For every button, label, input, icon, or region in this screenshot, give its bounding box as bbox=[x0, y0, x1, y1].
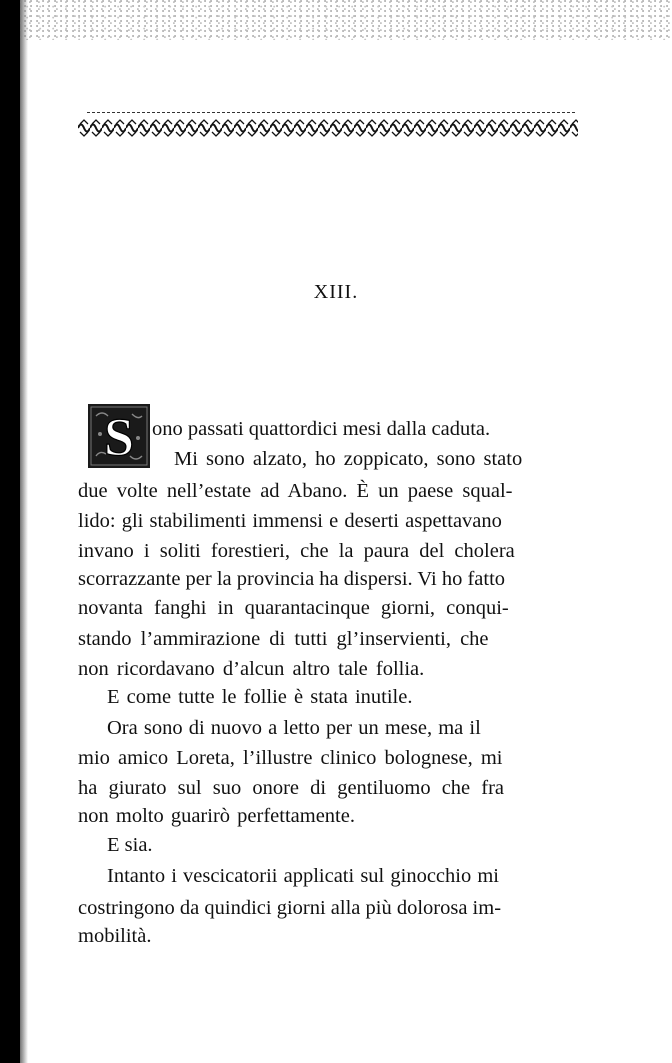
text-line: costringono da quindici giorni alla più dolorosa im- bbox=[78, 897, 502, 919]
text-line: ono passati quattordici mesi dalla caduta. bbox=[152, 418, 491, 440]
text-line: due volte nell’estate ad Abano. È un paese squal- bbox=[78, 480, 513, 502]
text-line: invano i soliti forestieri, che la paura del cholera bbox=[78, 540, 515, 562]
text-line: mobilità. bbox=[78, 925, 152, 947]
chapter-number: XIII. bbox=[313, 281, 359, 303]
text-line: Intanto i vescicatorii applicati sul ginocchio mi bbox=[107, 865, 499, 887]
text-line: scorrazzante per la provincia ha dispersi. Vi ho fatto bbox=[78, 568, 506, 590]
book-spine-shadow bbox=[0, 0, 20, 1063]
text-line: non molto guarirò perfettamente. bbox=[78, 805, 355, 827]
spine-fade bbox=[20, 0, 28, 1063]
text-line: ha giurato sul suo onore di gentiluomo che fra bbox=[78, 777, 505, 799]
text-line: E come tutte le follie è stata inutile. bbox=[107, 686, 413, 708]
text-line: non ricordavano d’alcun altro tale follia. bbox=[78, 658, 425, 680]
text-line: E sia. bbox=[107, 834, 153, 856]
text-line: novanta fanghi in quarantacinque giorni, conqui- bbox=[78, 597, 509, 619]
text-line: Mi sono alzato, ho zoppicato, sono stato bbox=[174, 448, 523, 470]
ornate-initial-icon bbox=[88, 404, 150, 468]
svg-text:S: S bbox=[103, 407, 135, 467]
ornamental-border-icon bbox=[78, 118, 578, 138]
text-line: Ora sono di nuovo a letto per un mese, ma il bbox=[107, 717, 481, 739]
header-rule bbox=[87, 112, 575, 113]
text-line: stando l’ammirazione di tutti gl’inservienti, che bbox=[78, 628, 489, 650]
scan-speckle bbox=[20, 0, 672, 40]
text-line: lido: gli stabilimenti immensi e deserti aspettavano bbox=[78, 510, 502, 532]
text-line: mio amico Loreta, l’illustre clinico bolognese, mi bbox=[78, 747, 503, 769]
